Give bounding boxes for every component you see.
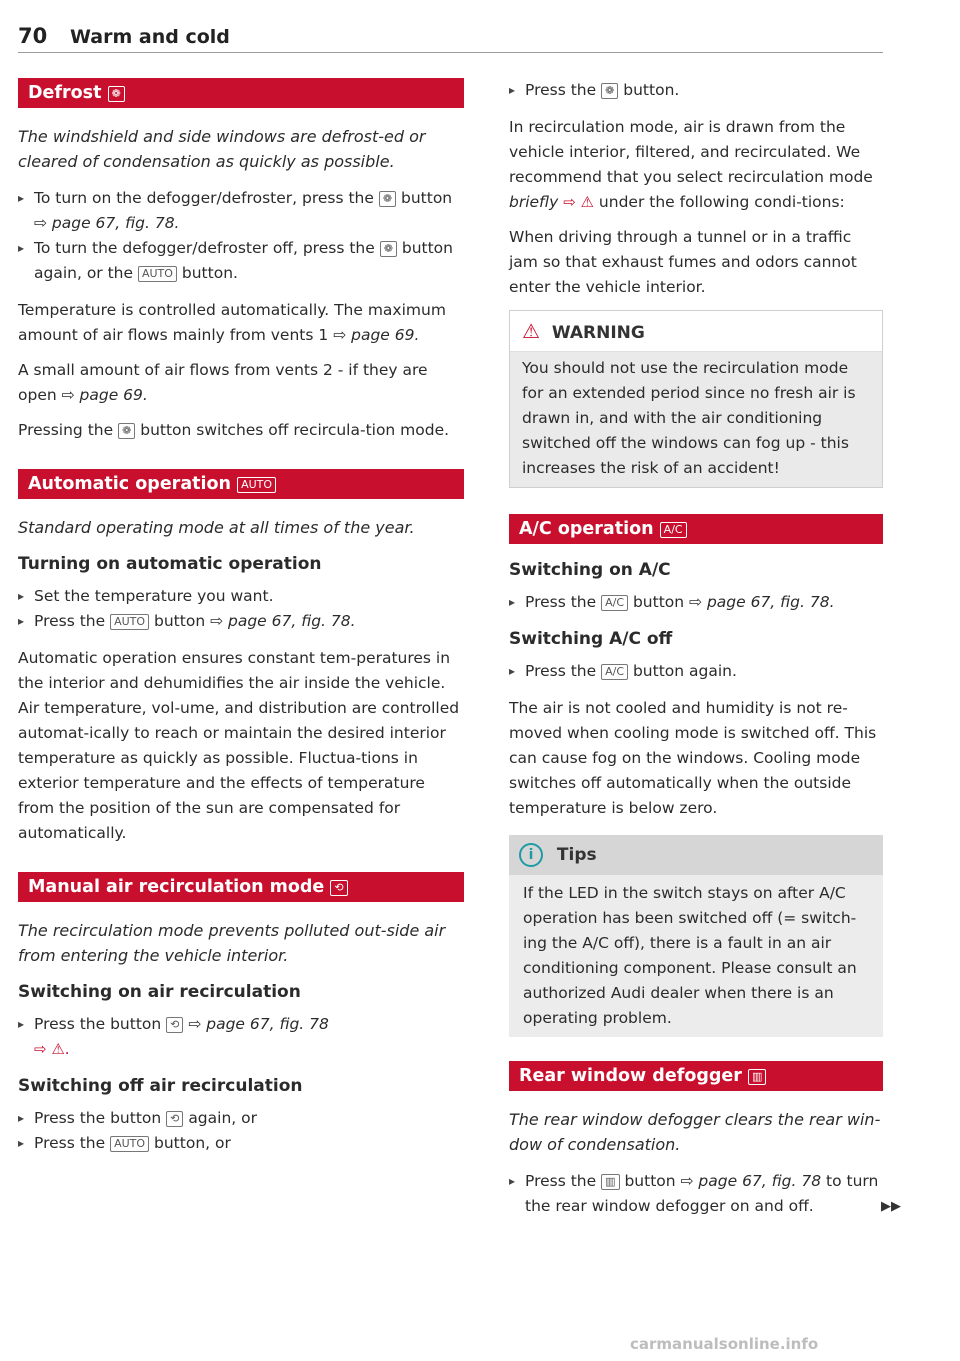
- continue-arrow-icon: ▶▶: [881, 1199, 901, 1214]
- rear-step: ▸ Press the ▥ button ⇨ page 67, fig. 78 to turn the rear window defogger on and off. ▶▶: [509, 1169, 883, 1219]
- ac-heading: [509, 514, 883, 544]
- ac-off-step: ▸ Press the A/C button again.: [509, 659, 883, 684]
- ac-paragraph: The air is not cooled and humidity is not re-moved when cooling mode is switched off. This can cause fog on the windows. Cooling mode switches off automatically when the outside temperature is below zero.: [509, 699, 877, 817]
- defrost-paragraph-3: Pressing the ❁ button switches off recircula-tion mode.: [18, 421, 450, 439]
- tips-box: [509, 835, 883, 1037]
- ac-title: A/C operation: [519, 519, 654, 539]
- auto-step-2: ▸ Press the AUTO button ⇨ page 67, fig. 78.: [18, 609, 464, 634]
- recirc-off-step-2: ▸ Press the AUTO button, or: [18, 1131, 464, 1156]
- warning-text: You should not use the recirculation mode for an extended period since no fresh air is drawn in, and with the air conditioning switched off the windows can fog up - this increases the risk of an accident!: [510, 352, 882, 487]
- recirc-icon: ⟲: [330, 880, 347, 896]
- defrost-paragraph-1: Temperature is controlled automatically. The maximum amount of air flows mainly from vents 1 ⇨ page 69.: [18, 301, 446, 344]
- ac-on-subheading: Switching on A/C: [509, 560, 671, 580]
- auto-step-1: ▸ Set the temperature you want.: [18, 584, 464, 609]
- ac-off-subheading: Switching A/C off: [509, 629, 673, 649]
- defrost-step-1: ▸ To turn on the defogger/defroster, press the ❁ button ⇨ page 67, fig. 78.: [18, 186, 464, 236]
- rear-title: Rear window defogger: [519, 1066, 742, 1086]
- warning-triangle-icon: ⚠: [522, 319, 540, 343]
- page-reference[interactable]: ⇨ page 67, fig. 78.: [689, 593, 835, 611]
- tips-text: If the LED in the switch stays on after A/C operation has been switched off (= switch-ing the A/C off), there is a fault in an air conditioning component. Please consult an authorized Audi dealer when there is an operating problem.: [509, 875, 883, 1037]
- defrost-heading: [18, 78, 464, 108]
- ac-icon: A/C: [660, 522, 687, 538]
- warning-title: WARNING: [551, 323, 645, 343]
- defrost-title: Defrost: [28, 83, 102, 103]
- tips-header: [509, 835, 883, 875]
- page-header: [18, 22, 883, 53]
- right-column: [509, 78, 901, 1231]
- auto-button-icon: AUTO: [138, 266, 177, 282]
- recirc-heading: [18, 872, 464, 902]
- left-column: [18, 78, 464, 1168]
- recirc-title: Manual air recirculation mode: [28, 877, 325, 897]
- section-title: Warm and cold: [70, 26, 230, 48]
- recirc-button-icon: ⟲: [166, 1017, 183, 1033]
- auto-subheading: Turning on automatic operation: [18, 554, 322, 574]
- page-reference[interactable]: ⇨ page 69.: [333, 326, 420, 344]
- defrost-button-icon: ❁: [379, 191, 396, 207]
- watermark: carmanualsonline.info: [630, 1335, 819, 1353]
- auto-heading: [18, 469, 464, 499]
- ac-button-icon: A/C: [601, 664, 628, 680]
- ac-on-step: ▸ Press the A/C button ⇨ page 67, fig. 78.: [509, 590, 883, 615]
- recirc-on-step: ▸ Press the button ⟲ ⇨ page 67, fig. 78 ⇨ ⚠.: [18, 1012, 464, 1062]
- rear-defogger-button-icon: ▥: [601, 1174, 619, 1190]
- recirc-paragraph-2: When driving through a tunnel or in a traffic jam so that exhaust fumes and odors cannot enter the vehicle interior.: [509, 228, 857, 296]
- defrost-paragraph-2: A small amount of air flows from vents 2 - if they are open ⇨ page 69.: [18, 361, 428, 404]
- recirc-intro: The recirculation mode prevents polluted out-side air from entering the vehicle interior.: [18, 921, 446, 965]
- warning-reference-icon[interactable]: ⇨ ⚠.: [34, 1040, 70, 1058]
- page-reference[interactable]: ⇨ page 67, fig. 78: [680, 1172, 822, 1190]
- defrost-button-icon: ❁: [118, 423, 135, 439]
- auto-button-icon: AUTO: [110, 1136, 149, 1152]
- defrost-button-icon: ❁: [601, 83, 618, 99]
- recirc-button-icon: ⟲: [166, 1111, 183, 1127]
- defrost-step-2: ▸ To turn the defogger/defroster off, press the ❁ button again, or the AUTO button.: [18, 236, 464, 286]
- rear-defogger-icon: ▥: [748, 1069, 766, 1085]
- defrost-intro: The windshield and side windows are defrost-ed or cleared of condensation as quickly as possible.: [18, 127, 426, 171]
- info-icon: i: [519, 843, 543, 867]
- tips-title: Tips: [556, 845, 597, 865]
- auto-paragraph: Automatic operation ensures constant tem-peratures in the interior and dehumidifies the air inside the vehicle. Air temperature, vol-ume, and distribution are controlled automat-ically to reach or maintain the desired interior temperature as quickly as possible. Fluctua-tions in exterior temperature and the effects of temperature from the position of the sun are compensated for automatically.: [18, 649, 460, 842]
- recirc-off-step-1: ▸ Press the button ⟲ again, or: [18, 1106, 464, 1131]
- warning-reference-icon[interactable]: ⇨ ⚠: [563, 193, 594, 211]
- recirc-paragraph-1: In recirculation mode, air is drawn from the vehicle interior, filtered, and recirculated. We recommend that you select recirculation mode briefly ⇨ ⚠ under the following condi-tions:: [509, 118, 873, 211]
- rear-intro: The rear window defogger clears the rear win-dow of condensation.: [509, 1110, 881, 1154]
- page-reference[interactable]: ⇨ page 67, fig. 78.: [34, 214, 180, 232]
- ac-button-icon: A/C: [601, 595, 628, 611]
- recirc-on-subheading: Switching on air recirculation: [18, 982, 301, 1002]
- auto-intro: Standard operating mode at all times of the year.: [18, 518, 415, 537]
- page-number: 70: [18, 24, 48, 48]
- rear-heading: [509, 1061, 883, 1091]
- defrost-icon: ❁: [108, 86, 125, 102]
- auto-title: Automatic operation: [28, 474, 231, 494]
- warning-box: [509, 310, 883, 488]
- defrost-button-icon: ❁: [380, 241, 397, 257]
- auto-button-icon: AUTO: [110, 614, 149, 630]
- page-reference[interactable]: ⇨ page 67, fig. 78: [188, 1015, 329, 1033]
- recirc-off-subheading: Switching off air recirculation: [18, 1076, 303, 1096]
- warning-header: [510, 311, 882, 352]
- recirc-off-step-3: ▸ Press the ❁ button.: [509, 78, 883, 103]
- auto-icon: AUTO: [237, 477, 276, 493]
- page-reference[interactable]: ⇨ page 69.: [61, 386, 148, 404]
- page-reference[interactable]: ⇨ page 67, fig. 78.: [210, 612, 356, 630]
